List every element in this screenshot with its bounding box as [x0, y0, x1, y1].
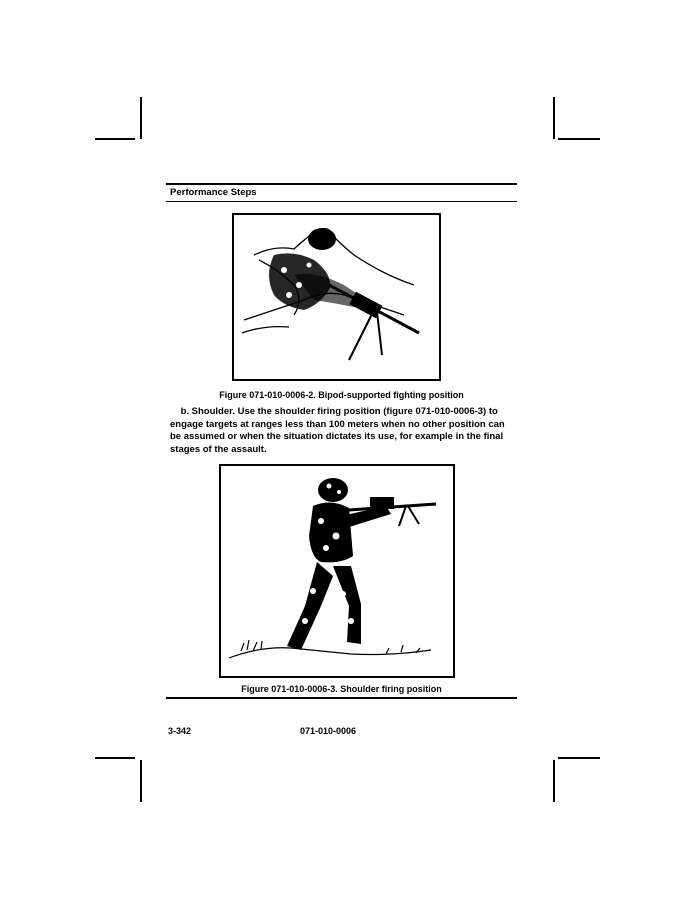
header-rule-bottom [166, 201, 517, 202]
crop-mark [558, 138, 600, 140]
task-number: 071-010-0006 [300, 726, 357, 736]
standing-soldier-drawing [221, 466, 453, 676]
figure-caption: Figure 071-010-0006-2. Bipod-supported fighting position [219, 390, 464, 400]
crop-mark [140, 760, 142, 802]
figure-bipod-illustration [232, 213, 441, 381]
prone-soldier-drawing [234, 215, 439, 379]
body-paragraph [170, 406, 515, 456]
step-letter: b. [180, 406, 190, 417]
crop-mark [553, 760, 555, 802]
crop-mark [95, 138, 135, 140]
crop-mark [558, 757, 600, 759]
header-rule-top [166, 183, 517, 185]
figure-caption: Figure 071-010-0006-3. Shoulder firing position [241, 684, 442, 694]
crop-mark [140, 97, 142, 139]
step-text: Shoulder. Use the shoulder firing position (figure 071-010-0006-3) to engage targets at ranges less than 100 meters when no other position can be assumed or when the situation dictates its use, for example in the final stages of the assault. [170, 406, 505, 455]
page-number: 3-342 [168, 726, 192, 736]
section-heading: Performance Steps [170, 187, 257, 198]
crop-mark [95, 757, 135, 759]
crop-mark [553, 97, 555, 139]
figure-shoulder-illustration [219, 464, 455, 678]
footer-rule [166, 697, 517, 699]
